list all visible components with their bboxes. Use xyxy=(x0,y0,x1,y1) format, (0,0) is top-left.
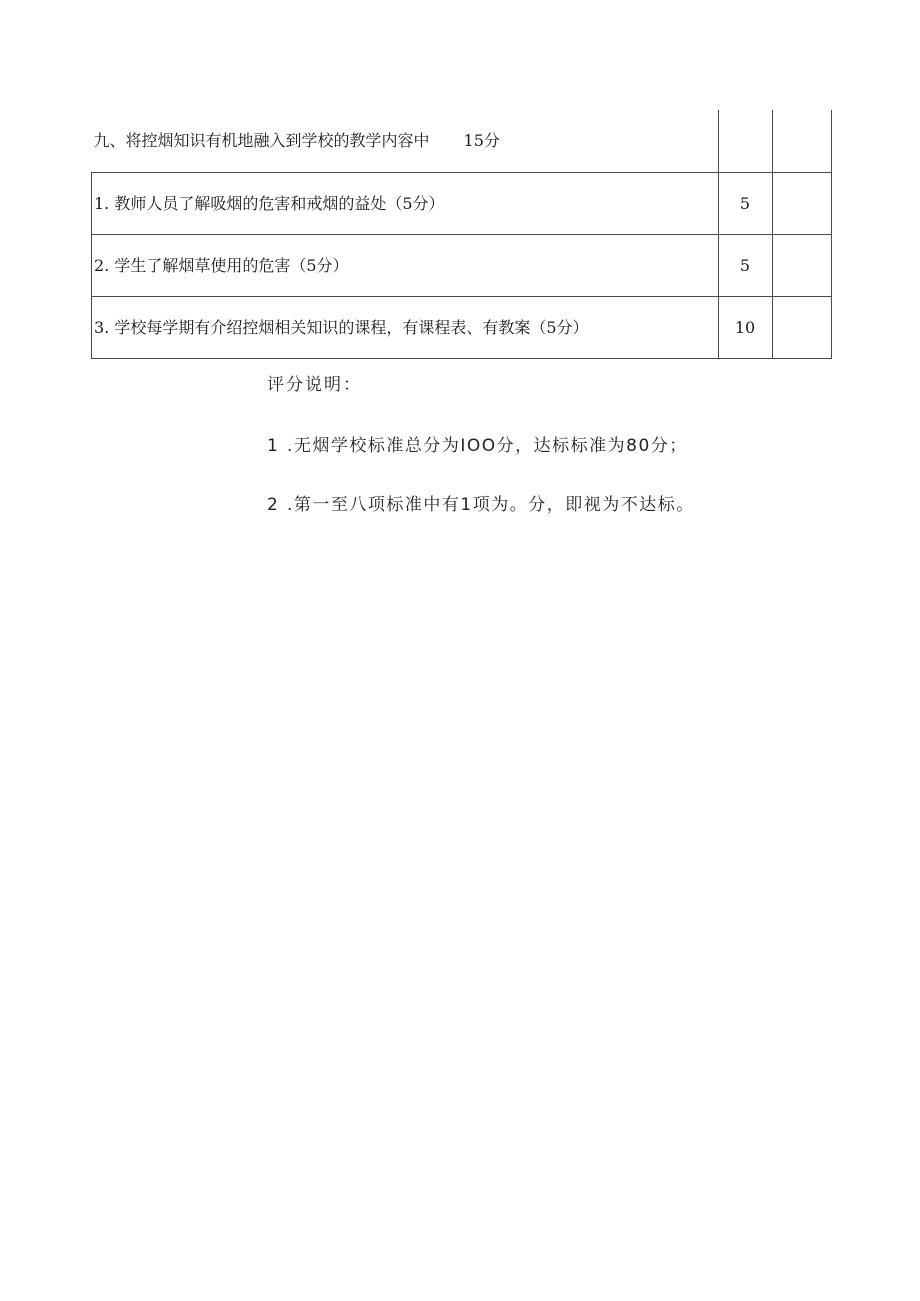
score-cell: 10 xyxy=(718,297,772,359)
note-item xyxy=(267,433,688,459)
notes-title: 评分说明： xyxy=(267,375,362,395)
section-title: 九、将控烟知识有机地融入到学校的教学内容中 xyxy=(93,131,430,150)
result-cell xyxy=(772,297,831,359)
section-points: 15分 xyxy=(463,131,500,150)
scoring-notes xyxy=(267,372,695,515)
score-cell: 5 xyxy=(718,173,772,235)
note-text: .第一至八项标准中有1项为。分，即视为不达标。 xyxy=(287,495,695,515)
table-row xyxy=(92,297,832,359)
table-row xyxy=(92,173,832,235)
section-result-cell xyxy=(772,110,831,173)
note-number: 1 xyxy=(267,436,280,456)
scoring-table xyxy=(91,110,832,359)
note-text: .无烟学校标准总分为IOO分，达标标准为80分； xyxy=(287,436,688,456)
item-cell: 3. 学校每学期有介绍控烟相关知识的课程，有课程表、有教案（5分） xyxy=(92,297,719,359)
table-row xyxy=(92,235,832,297)
section-score-cell xyxy=(718,110,772,173)
section-title-cell xyxy=(92,110,719,173)
result-cell xyxy=(772,173,831,235)
item-cell: 2. 学生了解烟草使用的危害（5分） xyxy=(92,235,719,297)
note-item xyxy=(267,492,695,518)
item-cell: 1. 教师人员了解吸烟的危害和戒烟的益处（5分） xyxy=(92,173,719,235)
table-section-row xyxy=(92,110,832,173)
result-cell xyxy=(772,235,831,297)
score-cell: 5 xyxy=(718,235,772,297)
note-number: 2 xyxy=(267,495,280,515)
